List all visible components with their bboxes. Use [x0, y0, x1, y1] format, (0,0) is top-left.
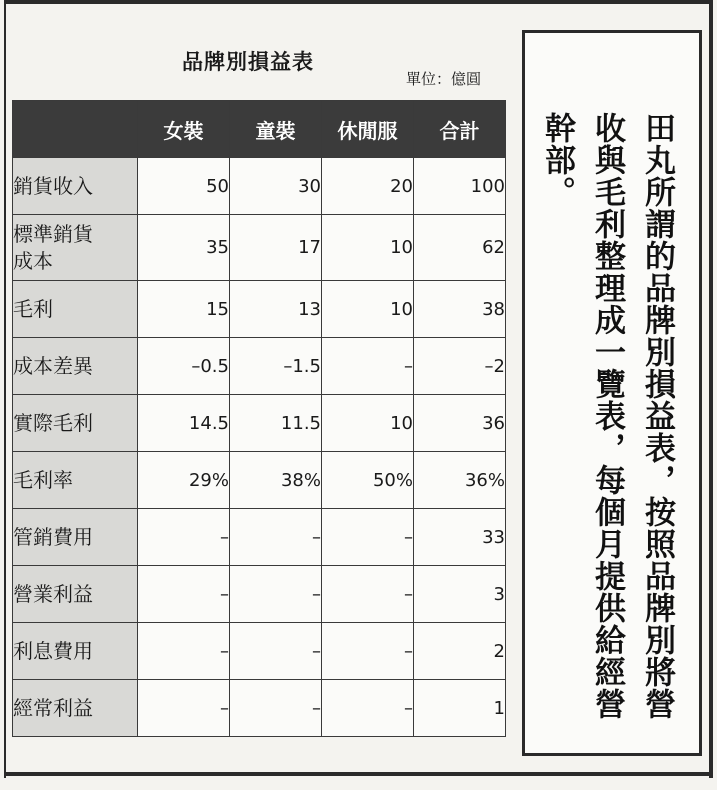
cell-value: –	[230, 623, 322, 680]
cell-value: 17	[230, 215, 322, 281]
cell-value: 30	[230, 158, 322, 215]
row-label: 標準銷貨成本	[13, 215, 138, 281]
cell-value: 15	[138, 281, 230, 338]
column-header: 休閒服	[322, 101, 414, 158]
row-label: 管銷費用	[13, 509, 138, 566]
cell-value: 35	[138, 215, 230, 281]
row-label: 成本差異	[13, 338, 138, 395]
cell-value: –	[322, 338, 414, 395]
cell-value: –	[138, 680, 230, 737]
left-border	[4, 0, 6, 778]
cell-value: 36	[414, 395, 506, 452]
cell-value: 38	[414, 281, 506, 338]
row-label: 銷貨收入	[13, 158, 138, 215]
cell-value: 50	[138, 158, 230, 215]
cell-value: 50%	[322, 452, 414, 509]
table-row	[13, 623, 506, 680]
cell-value: –	[322, 680, 414, 737]
cell-value: –	[138, 566, 230, 623]
table-row	[13, 452, 506, 509]
cell-value: 10	[322, 215, 414, 281]
row-label: 毛利	[13, 281, 138, 338]
table-row	[13, 215, 506, 281]
table-row	[13, 338, 506, 395]
cell-value: –	[138, 509, 230, 566]
cell-value: 38%	[230, 452, 322, 509]
cell-value: –	[230, 509, 322, 566]
column-header: 合計	[414, 101, 506, 158]
cell-value: 3	[414, 566, 506, 623]
cell-value: 2	[414, 623, 506, 680]
cell-value: –	[322, 566, 414, 623]
corner-cell	[13, 101, 138, 158]
unit-label: 單位：億圓	[406, 70, 482, 88]
brand-pl-table	[12, 100, 506, 737]
cell-value: 10	[322, 395, 414, 452]
cell-value: 13	[230, 281, 322, 338]
cell-value: –2	[414, 338, 506, 395]
table-row	[13, 509, 506, 566]
callout-text: 田丸所謂的品牌別損益表，按照品牌別將營收與毛利整理成一覽表，每個月提供給經營幹部。	[539, 112, 675, 720]
cell-value: 20	[322, 158, 414, 215]
cell-value: 14.5	[138, 395, 230, 452]
cell-value: –1.5	[230, 338, 322, 395]
right-border	[709, 0, 713, 778]
cell-value: 36%	[414, 452, 506, 509]
top-border	[4, 0, 713, 4]
cell-value: –0.5	[138, 338, 230, 395]
row-label: 經常利益	[13, 680, 138, 737]
table-row	[13, 281, 506, 338]
cell-value: 62	[414, 215, 506, 281]
cell-value: –	[138, 623, 230, 680]
column-header: 女裝	[138, 101, 230, 158]
cell-value: 10	[322, 281, 414, 338]
row-label: 實際毛利	[13, 395, 138, 452]
cell-value: 100	[414, 158, 506, 215]
bottom-border	[4, 772, 713, 776]
table-row	[13, 395, 506, 452]
cell-value: 33	[414, 509, 506, 566]
table-row	[13, 158, 506, 215]
cell-value: –	[322, 509, 414, 566]
row-label: 營業利益	[13, 566, 138, 623]
cell-value: 1	[414, 680, 506, 737]
column-header: 童裝	[230, 101, 322, 158]
cell-value: –	[230, 680, 322, 737]
header-row	[13, 101, 506, 158]
table-row	[13, 566, 506, 623]
cell-value: 11.5	[230, 395, 322, 452]
cell-value: –	[322, 623, 414, 680]
row-label: 毛利率	[13, 452, 138, 509]
table-title: 品牌別損益表	[182, 50, 314, 74]
row-label: 利息費用	[13, 623, 138, 680]
cell-value: 29%	[138, 452, 230, 509]
table-row	[13, 680, 506, 737]
cell-value: –	[230, 566, 322, 623]
